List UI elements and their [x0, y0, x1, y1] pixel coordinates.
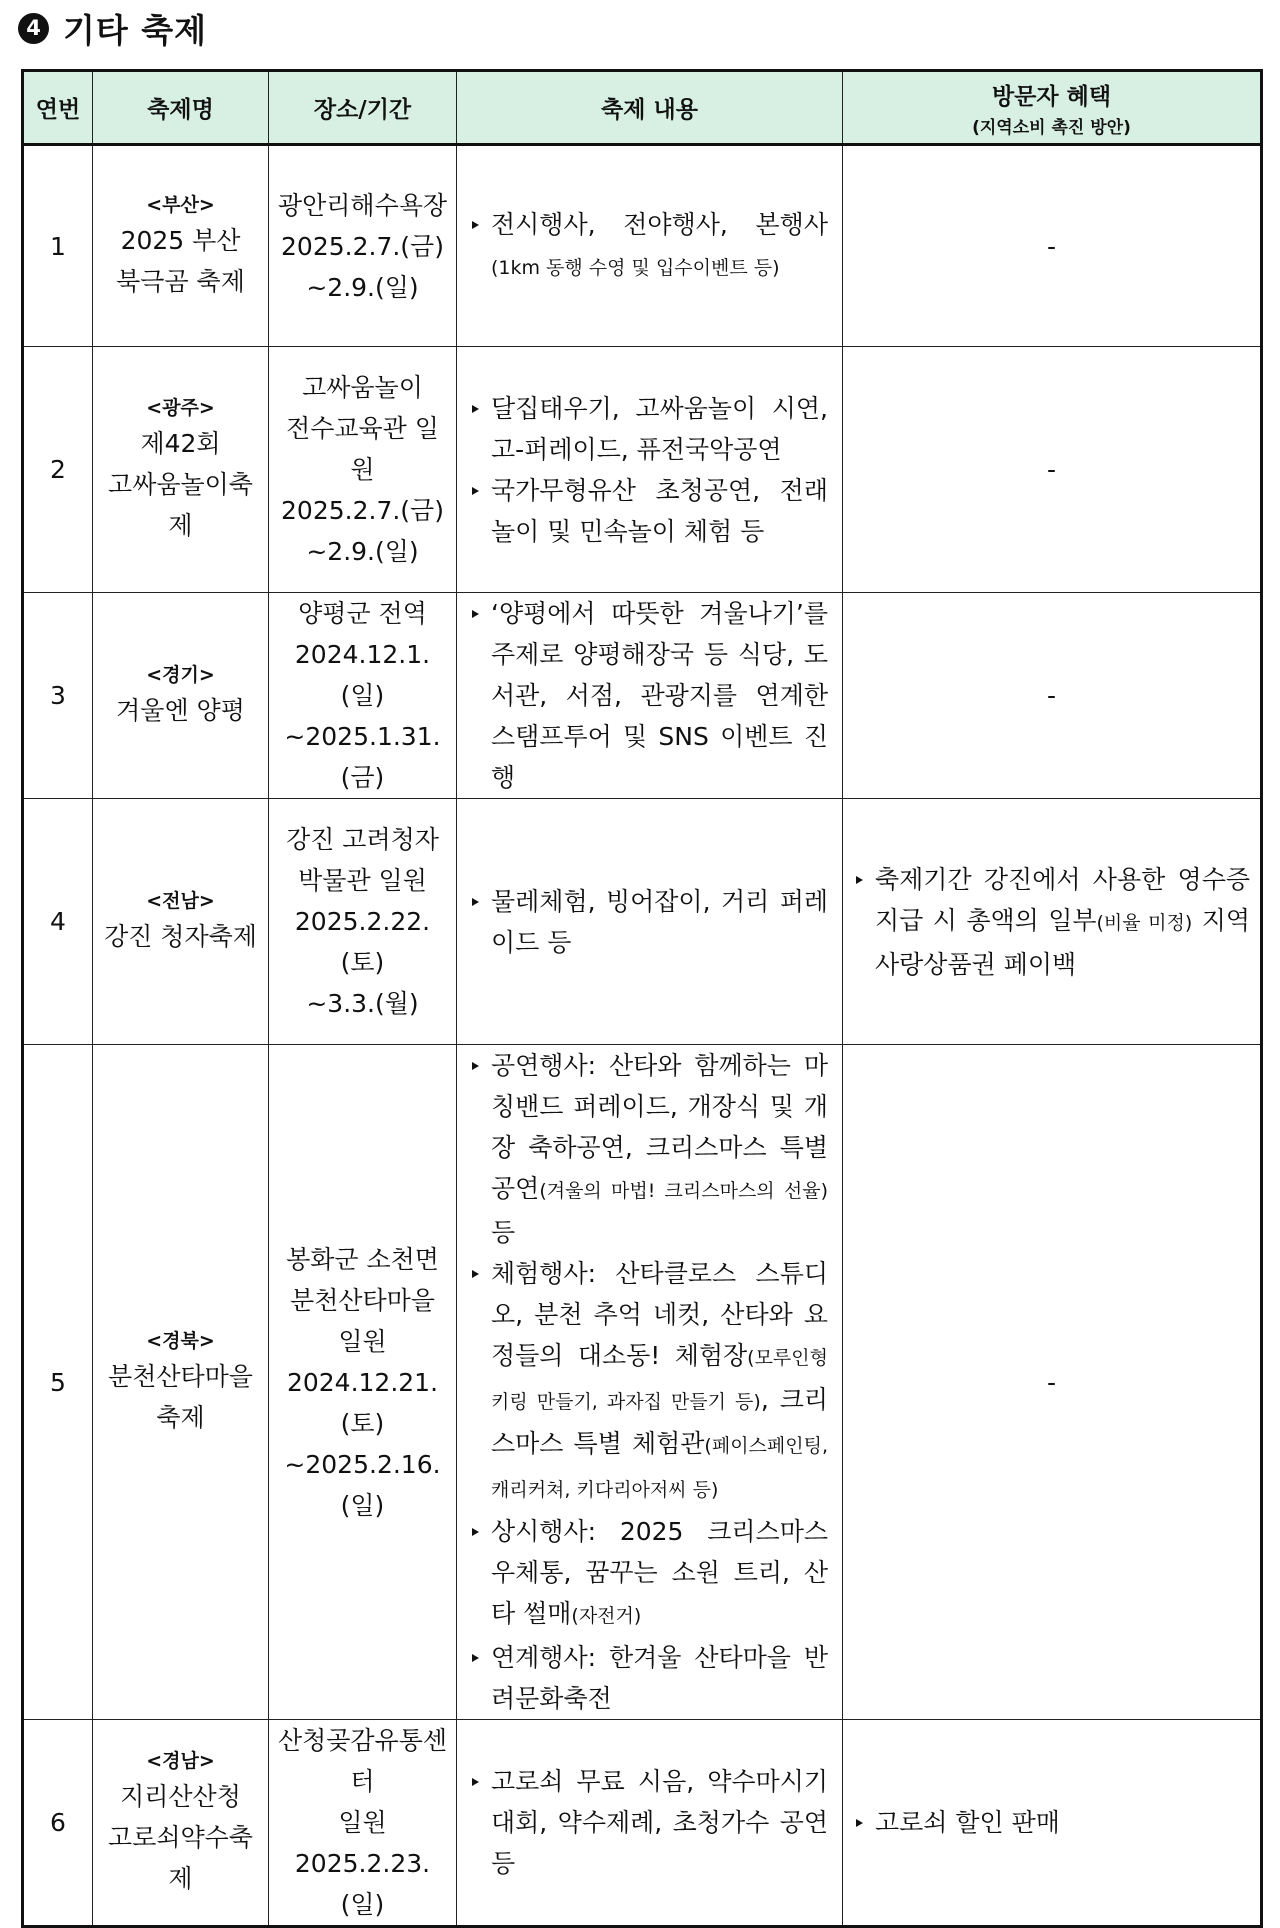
section-title — [18, 6, 207, 50]
content-text: 공연행사: 산타와 함께하는 마칭밴드 퍼레이드, 개장식 및 개장 축하공연, 크리스마스 특별공연 — [491, 1051, 828, 1203]
cell-content — [457, 1720, 843, 1927]
festival-name-line: 분천산타마을 축제 — [108, 1362, 253, 1432]
content-list — [469, 388, 828, 552]
header-benefit-title: 방문자 혜택 — [991, 83, 1112, 110]
cell-number: 6 — [23, 1720, 93, 1927]
content-note: (페이스페인팅, 캐리커쳐, 키다리아저씨 등) — [491, 1435, 828, 1501]
cell-benefit — [843, 1720, 1262, 1927]
place-period-line: 2024.12.1.(일) — [294, 640, 431, 710]
cell-festival-name — [93, 145, 269, 347]
content-text: 상시행사: 2025 크리스마스 우체통, 꿈꾸는 소원 트리, 산타 썰매 — [491, 1517, 828, 1628]
cell-festival-name — [93, 347, 269, 593]
header-benefit — [843, 71, 1262, 145]
place-period-line: 2025.2.22.(토) — [294, 907, 431, 977]
content-list — [469, 593, 828, 798]
benefit-list — [853, 859, 1250, 985]
content-item — [469, 1761, 828, 1884]
content-list — [469, 1761, 828, 1884]
cell-content — [457, 799, 843, 1045]
cell-number: 5 — [23, 1045, 93, 1720]
place-period-line: 2025.2.7.(금) — [281, 496, 444, 525]
festival-name-line: 제42회 — [140, 429, 221, 458]
cell-benefit: - — [843, 347, 1262, 593]
content-text: 달집태우기, 고싸움놀이 시연, 고-퍼레이드, 퓨전국악공연 — [491, 393, 828, 464]
benefit-list — [853, 1802, 1250, 1843]
cell-number: 4 — [23, 799, 93, 1045]
benefit-text: 지역사랑상품권 페이백 — [875, 905, 1250, 979]
content-note: (모루인형 키링 만들기, 과자집 만들기 등) — [491, 1347, 828, 1413]
cell-festival-name — [93, 1045, 269, 1720]
content-note: (겨울의 마법! 크리스마스의 선율) — [539, 1180, 828, 1202]
content-item — [469, 593, 828, 798]
cell-benefit: - — [843, 145, 1262, 347]
content-text: 전시행사, 전야행사, 본행사 — [491, 209, 828, 239]
cell-place-period — [269, 799, 457, 1045]
content-text: 연계행사: 한겨울 산타마을 반려문화축전 — [491, 1643, 828, 1713]
place-period-line: ~2025.2.16.(일) — [284, 1449, 441, 1520]
cell-number: 2 — [23, 347, 93, 593]
header-content: 축제 내용 — [457, 71, 843, 145]
header-place: 장소/기간 — [269, 71, 457, 145]
content-text: , 크리스마스 특별 체험관 — [491, 1385, 828, 1458]
festival-name-line: 강진 청자축제 — [104, 922, 257, 951]
cell-content — [457, 145, 843, 347]
content-item — [469, 204, 828, 289]
content-item — [469, 881, 828, 963]
place-period-line: 2025.2.23.(일) — [294, 1849, 431, 1919]
place-period-line: 전수교육관 일원 — [286, 414, 439, 484]
place-period-line: 산청곶감유통센터 — [277, 1726, 448, 1796]
cell-benefit — [843, 799, 1262, 1045]
content-list — [469, 881, 828, 963]
content-list — [469, 204, 828, 289]
cell-number: 3 — [23, 593, 93, 799]
region-label: <경기> — [146, 664, 215, 686]
cell-content — [457, 1045, 843, 1720]
place-period-line: ~2025.1.31.(금) — [284, 722, 441, 792]
header-name: 축제명 — [93, 71, 269, 145]
cell-place-period — [269, 1720, 457, 1927]
cell-place-period — [269, 145, 457, 347]
festival-name-line: 지리산산청 — [120, 1782, 241, 1811]
content-text: 국가무형유산 초청공연, 전래놀이 및 민속놀이 체험 등 — [491, 475, 828, 546]
cell-festival-name — [93, 593, 269, 799]
cell-benefit: - — [843, 1045, 1262, 1720]
content-text: 고로쇠 무료 시음, 약수마시기 대회, 약수제례, 초청가수 공연 등 — [491, 1767, 828, 1878]
content-text: 물레체험, 빙어잡이, 거리 퍼레이드 등 — [491, 886, 828, 957]
place-period-line: 고싸움놀이 — [302, 373, 423, 402]
content-note: (1km 동행 수영 및 입수이벤트 등) — [491, 256, 780, 279]
festival-name-line: 2025 부산 — [120, 226, 241, 255]
content-text: 체험행사: 산타클로스 스튜디오, 분천 추억 네컷, 산타와 요정들의 대소동! 체험장 — [491, 1259, 828, 1370]
content-item — [469, 1637, 828, 1719]
place-period-line: 박물관 일원 — [298, 866, 427, 895]
benefit-item — [853, 1802, 1250, 1843]
region-label: <전남> — [146, 890, 215, 912]
benefit-text: 축제기간 강진에서 사용한 영수증 지급 시 총액의 일부 — [875, 864, 1250, 935]
table-header-row — [23, 71, 1262, 145]
place-period-line: 양평군 전역 — [298, 599, 427, 628]
cell-place-period — [269, 593, 457, 799]
content-item — [469, 1045, 828, 1253]
cell-benefit: - — [843, 593, 1262, 799]
place-period-line: 2025.2.7.(금) — [281, 231, 444, 261]
cell-festival-name — [93, 1720, 269, 1927]
festival-table — [21, 69, 1263, 1928]
place-period-line: 강진 고려청자 — [286, 825, 439, 854]
content-list — [469, 1045, 828, 1719]
table-row — [23, 799, 1262, 1045]
table-row — [23, 1720, 1262, 1927]
content-note: (자전거) — [571, 1605, 642, 1627]
festival-name-line: 고로쇠약수축제 — [108, 1823, 253, 1893]
festival-name-line: 겨울엔 양평 — [116, 696, 245, 725]
benefit-text: 고로쇠 할인 판매 — [875, 1808, 1060, 1837]
region-label: <경북> — [146, 1330, 215, 1352]
content-item — [469, 1511, 828, 1637]
section-number-badge: 4 — [18, 13, 49, 44]
benefit-note: (비율 미정) — [1096, 911, 1193, 934]
festival-name-line: 고싸움놀이축제 — [108, 470, 253, 540]
place-period-line: 봉화군 소천면 — [286, 1244, 439, 1274]
festival-name-line: 북극곰 축제 — [116, 267, 245, 296]
table-row — [23, 145, 1262, 347]
content-text: 등 — [491, 1218, 516, 1247]
cell-content — [457, 593, 843, 799]
place-period-line: ~2.9.(일) — [306, 537, 419, 566]
region-label: <광주> — [146, 397, 215, 419]
cell-content — [457, 347, 843, 593]
content-item — [469, 1253, 828, 1511]
section-title-text: 기타 축제 — [63, 10, 208, 50]
region-label: <부산> — [146, 194, 215, 216]
cell-place-period — [269, 347, 457, 593]
place-period-line: ~3.3.(월) — [306, 989, 419, 1018]
cell-number: 1 — [23, 145, 93, 347]
place-period-line: 분천산타마을 일원 — [290, 1285, 435, 1356]
region-label: <경남> — [146, 1750, 215, 1772]
content-item — [469, 388, 828, 470]
table-row — [23, 593, 1262, 799]
content-item — [469, 470, 828, 552]
place-period-line: 일원 — [338, 1808, 387, 1837]
place-period-line: 2024.12.21.(토) — [286, 1367, 439, 1438]
table-row — [23, 1045, 1262, 1720]
place-period-line: ~2.9.(일) — [306, 272, 419, 302]
cell-place-period — [269, 1045, 457, 1720]
header-benefit-subtitle: (지역소비 촉진 방안) — [972, 117, 1131, 138]
header-no: 연번 — [23, 71, 93, 145]
cell-festival-name — [93, 799, 269, 1045]
content-text: ‘양평에서 따뜻한 겨울나기’를 주제로 양평해장국 등 식당, 도서관, 서점, 관광지를 연계한 스탬프투어 및 SNS 이벤트 진행 — [491, 599, 828, 792]
place-period-line: 광안리해수욕장 — [277, 190, 448, 220]
table-row — [23, 347, 1262, 593]
benefit-item — [853, 859, 1250, 985]
